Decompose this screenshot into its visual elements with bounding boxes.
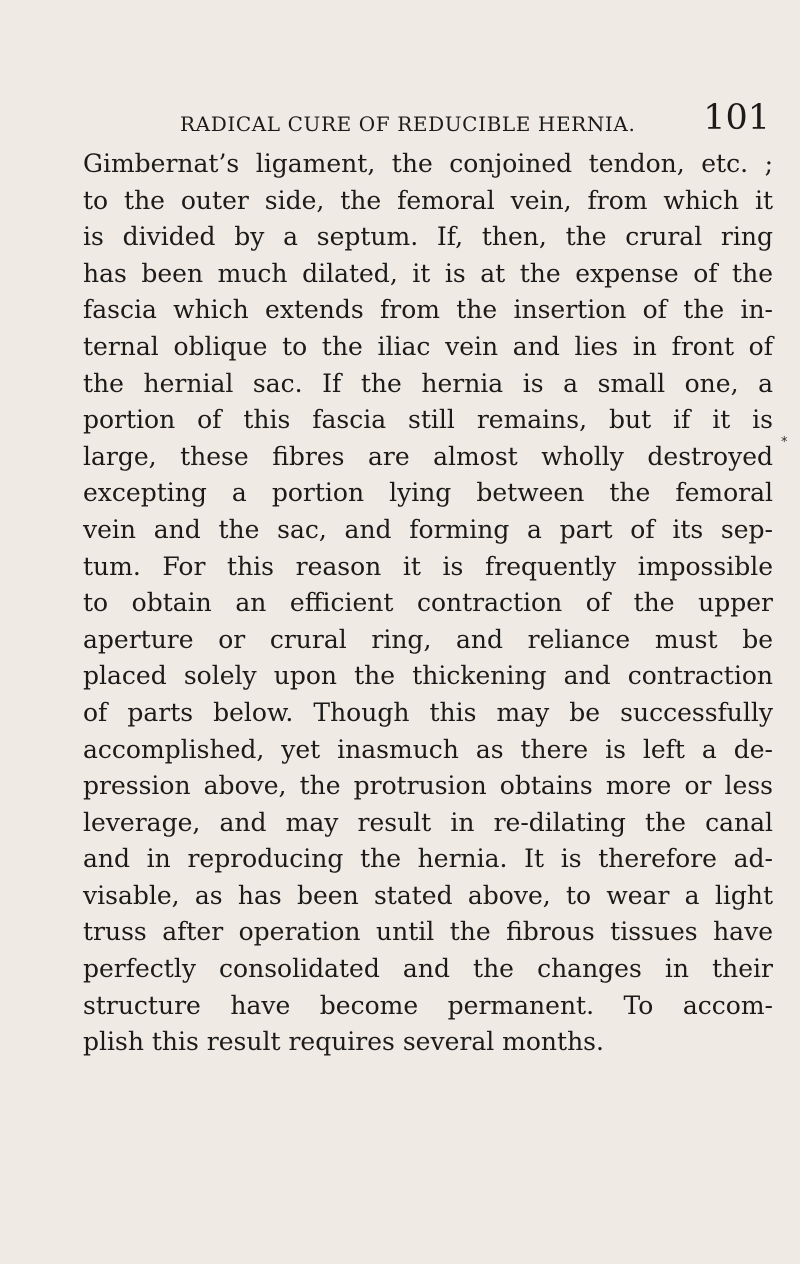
page-header	[180, 96, 770, 136]
body-text	[83, 146, 773, 1061]
text-line: Gimbernat’s ligament, the conjoined tendon, etc. ;	[83, 149, 773, 178]
text-line: of parts below. Though this may be successfully	[83, 697, 773, 727]
text-line: to obtain an efficient contraction of the upper	[83, 588, 773, 618]
text-line: excepting a portion lying between the femoral	[83, 478, 773, 508]
text-line: perfectly consolidated and the changes in their	[83, 954, 773, 984]
text-line: tum. For this reason it is frequently impossible	[83, 551, 773, 581]
page-number: 101	[703, 98, 770, 138]
text-line: aperture or crural ring, and reliance must be	[83, 624, 773, 654]
text-line: placed solely upon the thickening and contraction	[83, 661, 773, 691]
text-line: structure have become permanent. To accom-	[83, 990, 773, 1020]
text-line: leverage, and may result in re-dilating the canal	[83, 807, 773, 837]
text-line-last: plish this result requires several months.	[83, 1027, 604, 1057]
text-line: has been much dilated, it is at the expense of the	[83, 258, 773, 288]
text-line: fascia which extends from the insertion of the in-	[83, 295, 773, 325]
text-line: pression above, the protrusion obtains more or less	[83, 771, 773, 801]
text-line: large, these fibres are almost wholly destroyed	[83, 441, 773, 471]
text-line: accomplished, yet inasmuch as there is left a de-	[83, 734, 773, 764]
text-line: visable, as has been stated above, to wear a light	[83, 880, 773, 910]
text-line: truss after operation until the fibrous tissues have	[83, 917, 773, 947]
text-line: and in reproducing the hernia. It is therefore ad-	[83, 844, 773, 874]
running-head: RADICAL CURE OF REDUCIBLE HERNIA.	[180, 112, 636, 136]
text-line: to the outer side, the femoral vein, from which it	[83, 185, 773, 215]
text-line: portion of this fascia still remains, but if it is	[83, 405, 773, 435]
text-line: vein and the sac, and forming a part of its sep-	[83, 514, 773, 544]
text-line: the hernial sac. If the hernia is a small one, a	[83, 368, 773, 398]
text-line: is divided by a septum. If, then, the crural ring	[83, 222, 773, 252]
text-line: ternal oblique to the iliac vein and lies in front of	[83, 331, 773, 361]
margin-mark: *	[781, 435, 788, 450]
